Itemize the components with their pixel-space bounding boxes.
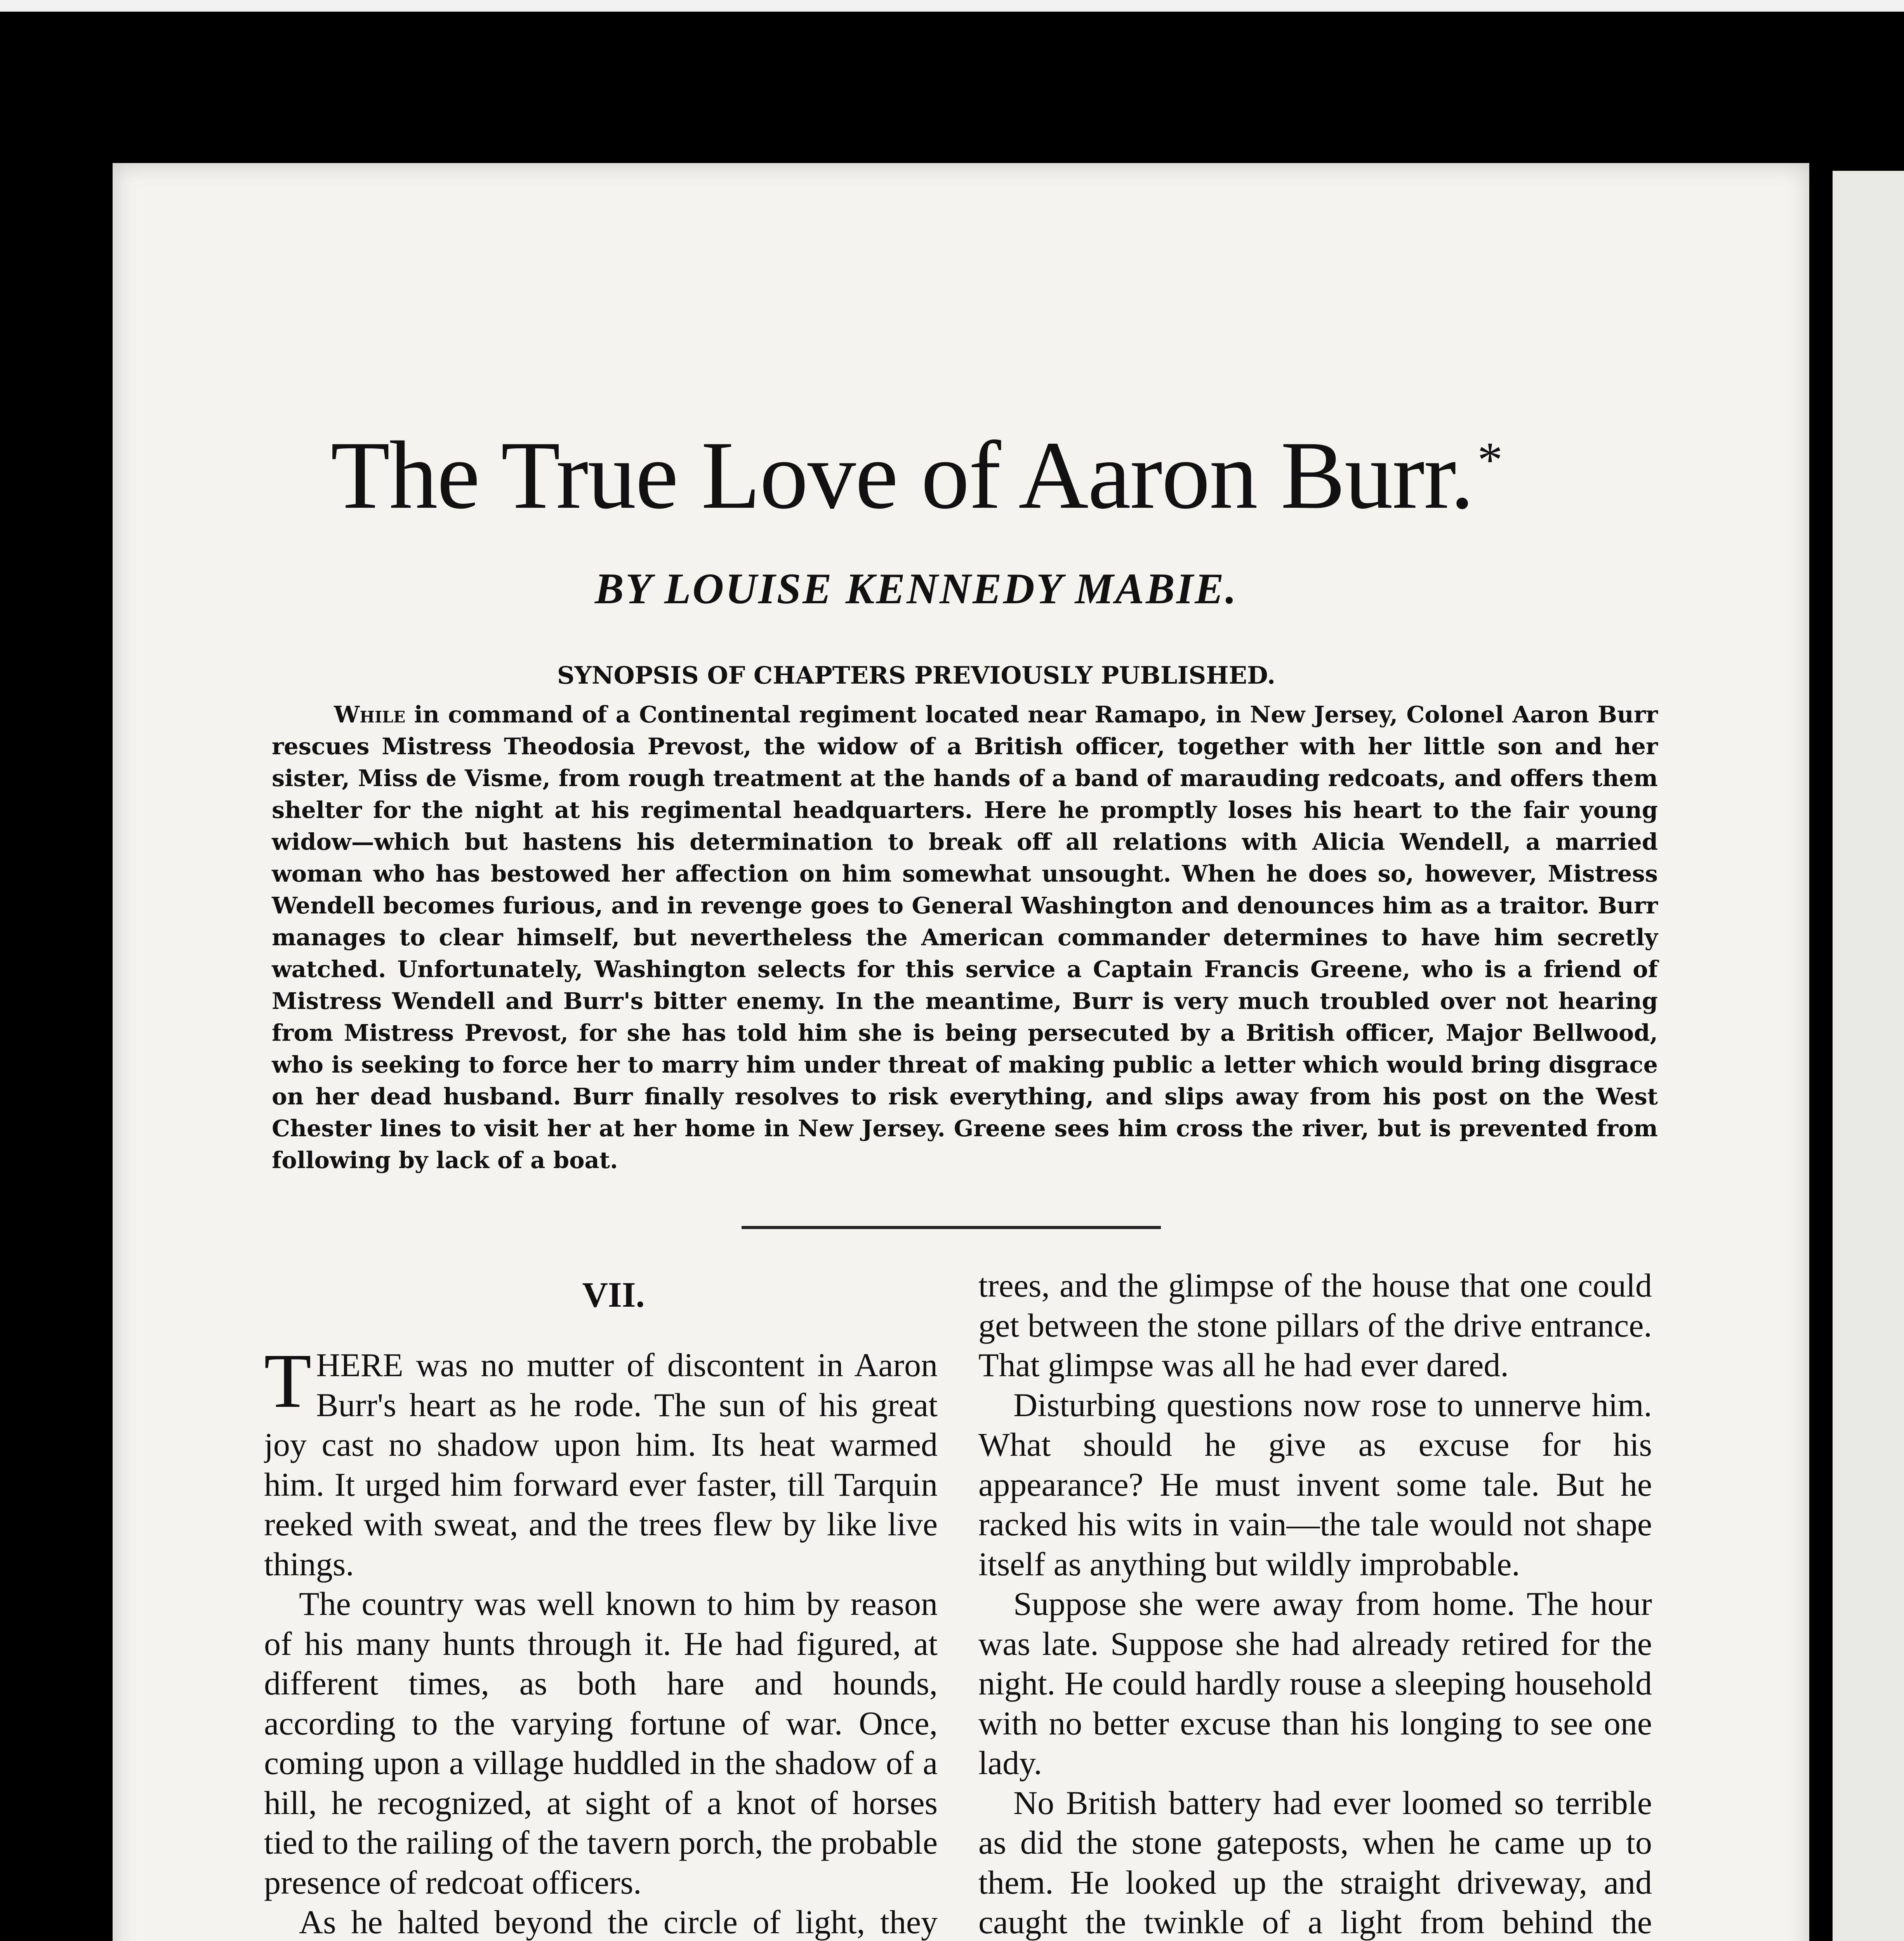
section-divider <box>742 1226 1161 1229</box>
body-paragraph: As he halted beyond the circle of light, they <box>299 1903 938 1941</box>
synopsis-paragraph: While in command of a Continental regiment located near Ramapo, in New Jersey, Colonel Aaron Burr rescues Mistress Theodosia Prevost, the widow of a British officer, together with her little son and her sister, Miss de Visme, from rough treatment at the hands of a band of marauding redcoats, and offers them shelter for the night at his regimental headquarters. Here he promptly loses his heart to the fair young widow—which but hastens his determination to break off all relations with Alicia Wendell, a married woman who has bestowed her affection on him somewhat unsought. When he does so, however, Mistress Wendell becomes furious, and in revenge goes to General Washington and denounces him as a traitor. Burr manages to clear himself, but nevertheless the American commander determines to have him secretly watched. Unfortunately, Washington selects for this service a Captain Francis Greene, who is a friend of Mistress Wendell and Burr's bitter enemy. In the meantime, Burr is very much troubled over not hearing from Mistress Prevost, for she has told him she is being persecuted by a British officer, Major Bellwood, who is seeking to force her to marry him under threat of making public a letter which would bring disgrace on her dead husband. Burr finally resolves to risk everything, and slips away from his post on the West Chester lines to visit her at her home in New Jersey. Greene sees him cross the river, but is prevented from following by lack of a boat. <box>272 701 1658 1174</box>
body-paragraph: THERE was no mutter of discontent in Aaron Burr's heart as he rode. The sun of his great joy cast no shadow upon him. Its heat warmed him. It urged him forward ever faster, till Tarquin reeked with sweat, and the trees flew by like live things. <box>264 1345 938 1583</box>
body-paragraph: The country was well known to him by reason of his many hunts through it. He had figured, at different times, as both hare and hounds, according to the varying fortune of war. Once, coming upon a village huddled in the shadow of a hill, he recognized, at sight of a knot of horses tied to the railing of the tavern porch, the probable presence of redcoat officers. <box>264 1585 938 1901</box>
body-paragraph: trees, and the glimpse of the house that one could get between the stone pillars of the drive entrance. That glimpse was all he had ever dared. <box>978 1267 1652 1384</box>
title-footnote-mark: * <box>1477 432 1502 488</box>
synopsis-heading: SYNOPSIS OF CHAPTERS PREVIOUSLY PUBLISHED. <box>557 661 1276 689</box>
drop-cap: T <box>264 1345 312 1424</box>
body-paragraph: Suppose she were away from home. The hour was late. Suppose she had already retired for the night. He could hardly rouse a sleeping household with no better excuse than his longing to see one lady. <box>978 1585 1652 1781</box>
body-paragraph: No British battery had ever loomed so terrible as did the stone gateposts, when he came up to them. He looked up the straight driveway, and caught the twinkle of a light from behind the <box>978 1784 1652 1941</box>
previous-page-edge <box>0 0 1904 12</box>
body-paragraph: Disturbing questions now rose to unnerve him. What should he give as excuse for his appearance? He must invent some tale. But he racked his wits in vain—the tale would not shape itself as anything but wildly improbable. <box>978 1386 1652 1583</box>
chapter-number: VII. <box>582 1275 645 1314</box>
article-title: The True Love of Aaron Burr.* <box>330 422 1502 529</box>
facing-page-edge <box>1833 171 1904 1941</box>
right-column <box>978 1266 1652 1941</box>
left-column <box>264 1345 938 1941</box>
article-byline: BY LOUISE KENNEDY MABIE. <box>594 565 1238 613</box>
synopsis-lead: While <box>334 701 406 728</box>
